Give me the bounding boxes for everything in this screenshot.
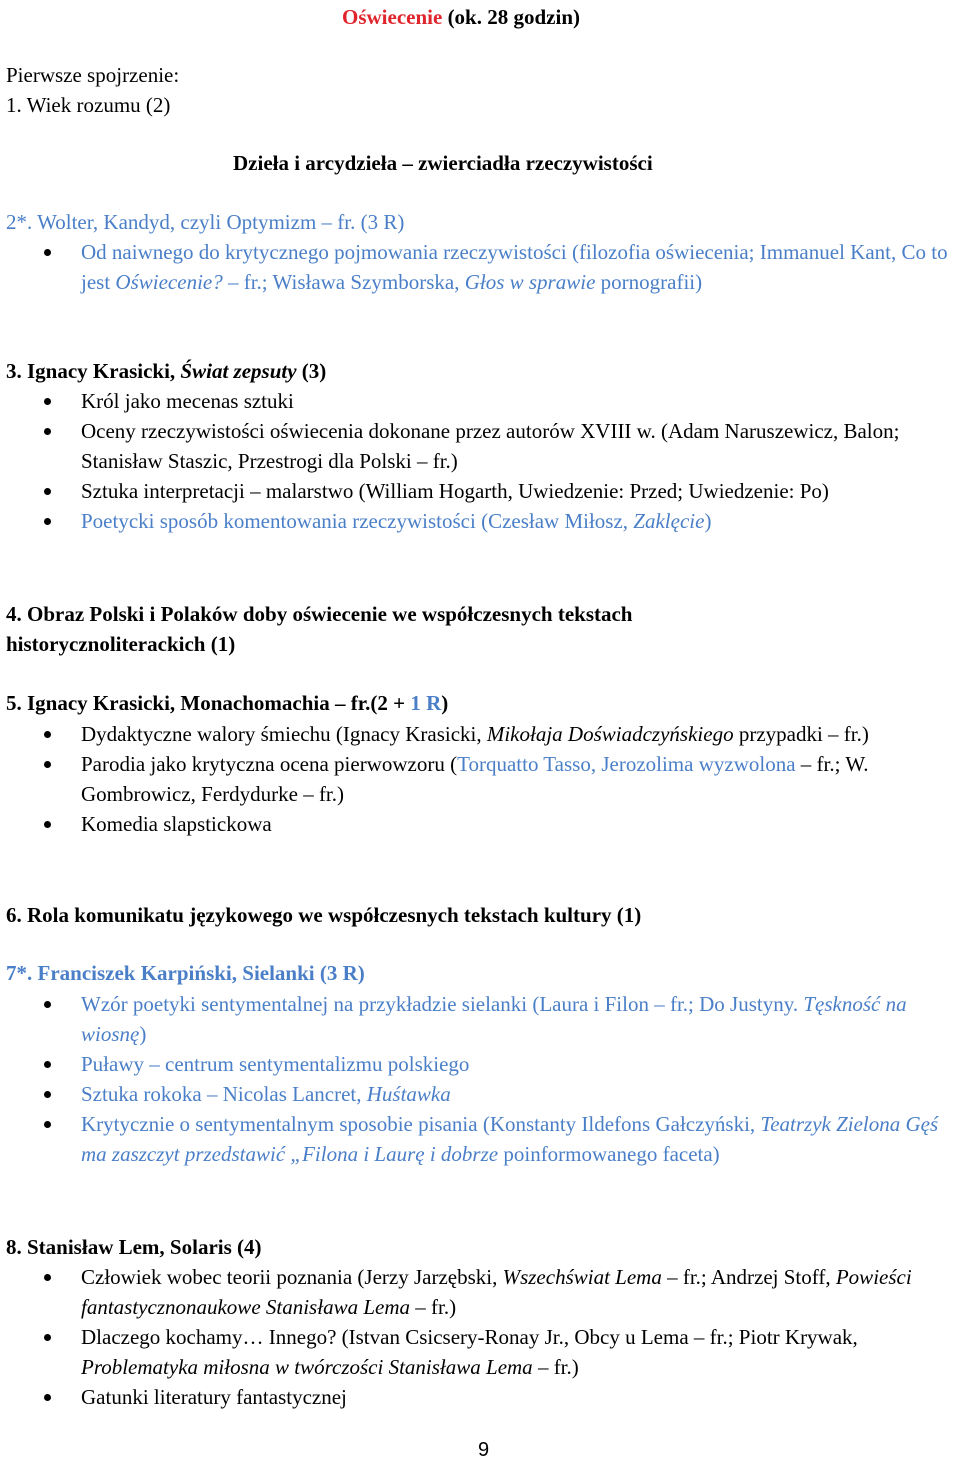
section-7-list [0,989,960,1169]
section-2-list [0,237,960,297]
list-item: Komedia slapstickowa [0,809,960,839]
list-item: Poetycki sposób komentowania rzeczywistości (Czesław Miłosz, Zaklęcie) [0,506,960,536]
list-item: Wzór poetyki sentymentalnej na przykładzie sielanki (Laura i Filon – fr.; Do Justyny. Tęskność na wiosnę) [0,989,960,1049]
section-7-heading: 7*. Franciszek Karpiński, Sielanki (3 R) [6,961,365,985]
list-item: Dlaczego kochamy… Innego? (Istvan Csicsery-Ronay Jr., Obcy u Lema – fr.; Piotr Krywak, Problematyka miłosna w twórczości Stanisława Lema – fr.) [0,1322,960,1382]
list-item: Oceny rzeczywistości oświecenia dokonane przez autorów XVIII w. (Adam Naruszewicz, Balon; Stanisław Staszic, Przestrogi dla Polski – fr.) [0,416,960,476]
list-item: Od naiwnego do krytycznego pojmowania rzeczywistości (filozofia oświecenia; Immanuel Kant, Co to jest Oświecenie? – fr.; Wisława Szymborska, Głos w sprawie pornografii) [0,237,960,297]
section-4-heading: 4. Obraz Polski i Polaków doby oświecenie we współczesnych tekstach [6,602,633,626]
list-item: Krytycznie o sentymentalnym sposobie pisania (Konstanty Ildefons Gałczyński, Teatrzyk Zielona Gęś ma zaszczyt przedstawić „Filona i Laurę i dobrze poinformowanego faceta) [0,1109,960,1169]
list-item: Puławy – centrum sentymentalizmu polskiego [0,1049,960,1079]
list-item: Sztuka interpretacji – malarstwo (William Hogarth, Uwiedzenie: Przed; Uwiedzenie: Po) [0,476,960,506]
section-8-heading: 8. Stanisław Lem, Solaris (4) [6,1235,262,1259]
list-item: Dydaktyczne walory śmiechu (Ignacy Krasicki, Mikołaja Doświadczyńskiego przypadki – fr.) [0,719,960,749]
title-main: Oświecenie [342,5,443,29]
section-subtitle: Dzieła i arcydzieła – zwierciadła rzeczywistości [233,151,653,175]
section-8-list [0,1262,960,1412]
section-4-heading-cont: historycznoliterackich (1) [6,632,236,656]
page-number: 9 [478,1439,490,1461]
page-title [342,2,580,32]
section-3-list [0,386,960,536]
title-rest: (ok. 28 godzin) [442,5,580,29]
section-2-heading: 2*. Wolter, Kandyd, czyli Optymizm – fr. (3 R) [6,210,405,234]
list-item: Parodia jako krytyczna ocena pierwowzoru (Torquatto Tasso, Jerozolima wyzwolona – fr.; W. Gombrowicz, Ferdydurke – fr.) [0,749,960,809]
section-6-heading: 6. Rola komunikatu językowego we współczesnych tekstach kultury (1) [6,903,642,927]
section-3-heading: 3. Ignacy Krasicki, Świat zepsuty (3) [6,359,327,383]
section-5-list [0,719,960,839]
list-item: Człowiek wobec teorii poznania (Jerzy Jarzębski, Wszechświat Lema – fr.; Andrzej Stoff, Powieści fantastycznonaukowe Stanisława Lema – fr.) [0,1262,960,1322]
intro-item: 1. Wiek rozumu (2) [6,93,171,117]
list-item: Sztuka rokoka – Nicolas Lancret, Huśtawka [0,1079,960,1109]
section-5-heading: 5. Ignacy Krasicki, Monachomachia – fr.(2 + 1 R) [6,691,449,715]
intro-label: Pierwsze spojrzenie: [6,63,180,87]
list-item: Król jako mecenas sztuki [0,386,960,416]
list-item: Gatunki literatury fantastycznej [0,1382,960,1412]
